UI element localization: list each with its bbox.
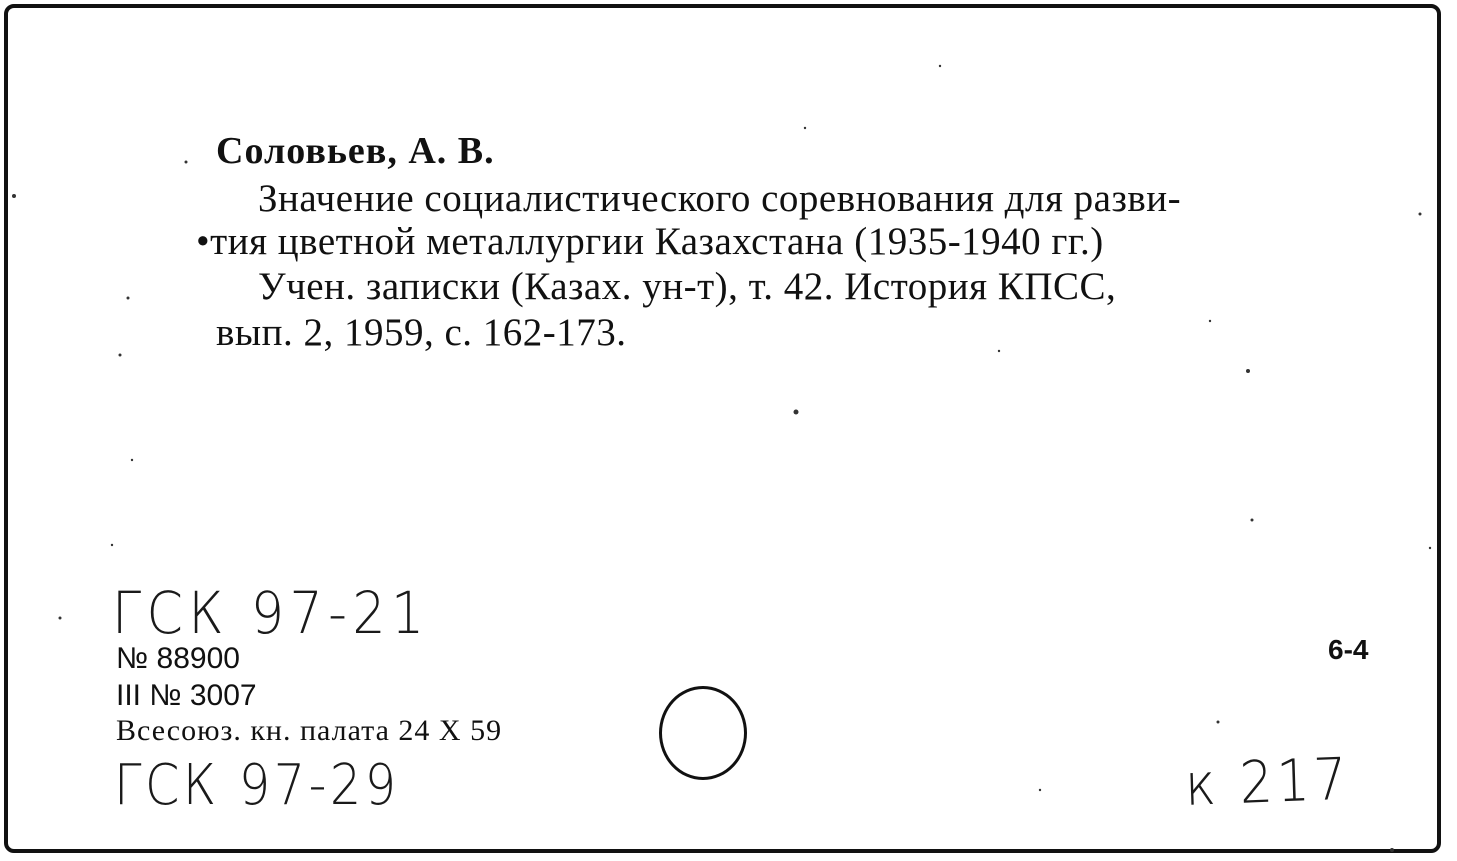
card-title-line-2: •тия цветной металлургии Казахстана (1935-1940 гг.): [196, 220, 1104, 263]
card-source-line-2: вып. 2, 1959, с. 162-173.: [216, 311, 627, 354]
circle-stamp-icon: [659, 686, 747, 780]
card-title-line-1: Значение социалистического соревнования для разви-: [258, 177, 1182, 220]
registration-number: № 88900: [116, 642, 240, 675]
order-number: III № 3007: [116, 679, 257, 712]
handwritten-shelfmark-top: ГСК 97-21: [112, 579, 430, 647]
classification-code: 6-4: [1328, 634, 1369, 665]
handwritten-note-right: к 217: [1183, 744, 1352, 819]
card-author: Соловьев, А. В.: [216, 130, 495, 172]
handwritten-shelfmark-bottom: ГСК 97-29: [114, 753, 400, 818]
card-source-line-1: Учен. записки (Казах. ун-т), т. 42. История КПСС,: [258, 265, 1117, 308]
book-chamber-imprint: Всесоюз. кн. палата 24 X 59: [116, 714, 503, 747]
